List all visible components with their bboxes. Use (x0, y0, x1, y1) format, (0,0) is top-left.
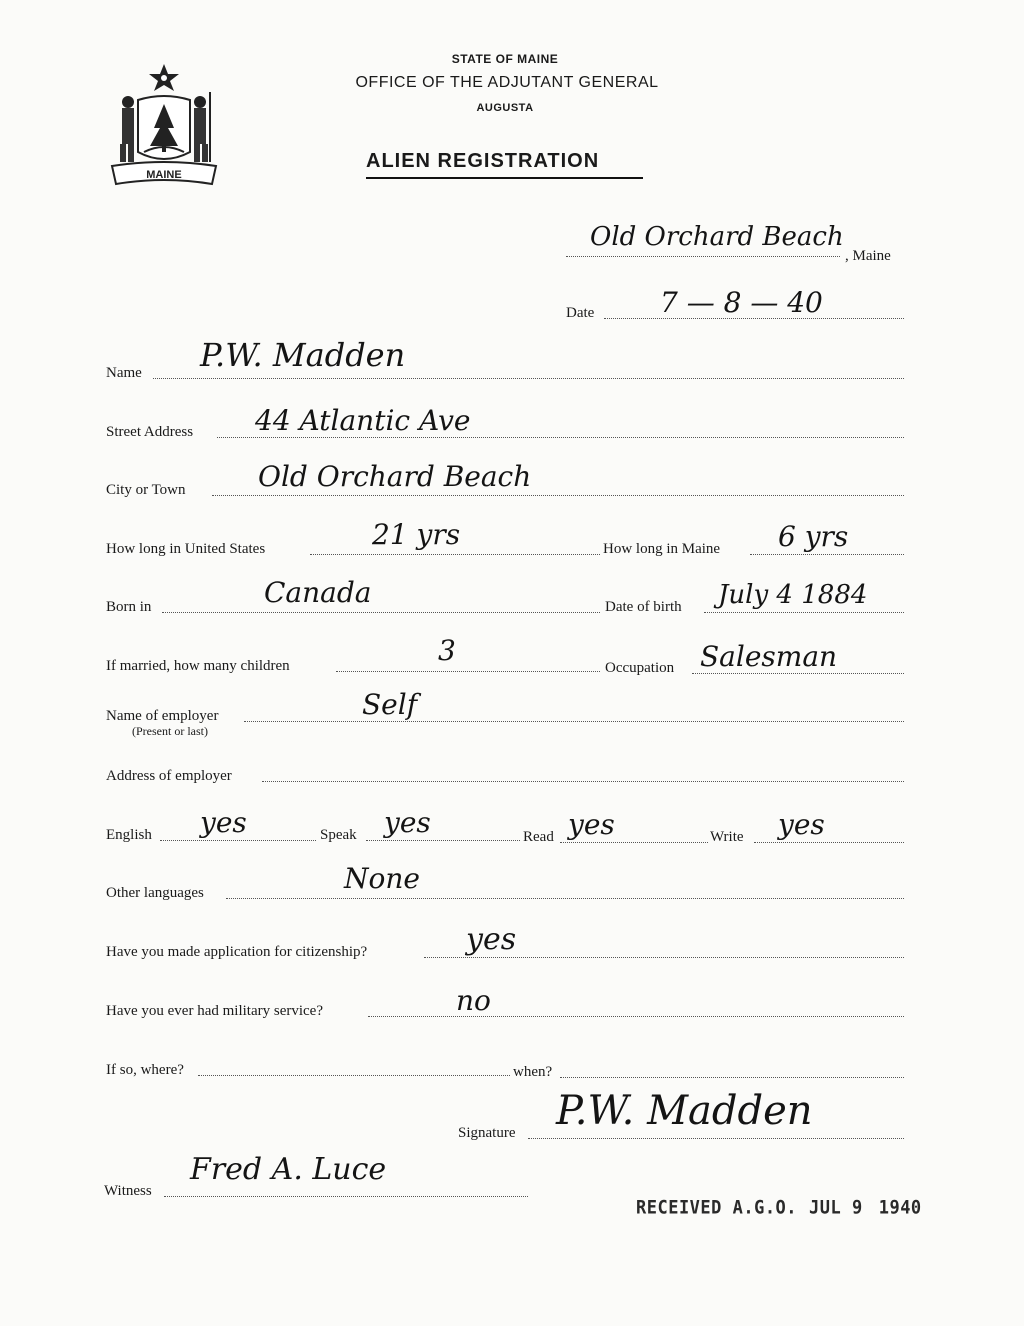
stamp-date: JUL 9 (809, 1197, 863, 1219)
occupation-label: Occupation (605, 660, 675, 676)
speak-line (366, 839, 520, 841)
read-value: yes (568, 808, 615, 841)
military-value: no (456, 984, 491, 1017)
children-line (336, 670, 600, 672)
employer-value: Self (362, 688, 418, 721)
name-value: P.W. Madden (200, 336, 406, 374)
military-line (368, 1015, 904, 1017)
read-line (560, 841, 708, 843)
seal-banner-text: MAINE (146, 169, 182, 181)
speak-value: yes (384, 806, 431, 839)
when-line (560, 1076, 904, 1078)
employer-line (244, 720, 904, 722)
stamp-year: 1940 (878, 1197, 922, 1219)
us-duration-line (310, 553, 600, 555)
us-duration-value: 21 yrs (372, 518, 461, 551)
dob-label: Date of birth (605, 599, 682, 615)
me-duration-line (750, 553, 904, 555)
write-line (754, 841, 904, 843)
stamp-text: RECEIVED A.G.O. (636, 1197, 798, 1219)
children-value: 3 (438, 634, 456, 667)
speak-label: Speak (320, 827, 357, 843)
street-value: 44 Atlantic Ave (255, 404, 471, 437)
witness-line (164, 1195, 528, 1197)
employer-address-label: Address of employer (106, 768, 232, 784)
dob-line (704, 611, 904, 613)
witness-value: Fred A. Luce (190, 1152, 387, 1187)
born-label: Born in (106, 599, 152, 615)
write-value: yes (778, 808, 825, 841)
when-label: when? (513, 1064, 553, 1080)
born-value: Canada (264, 576, 372, 609)
signature-line (528, 1137, 904, 1139)
employer-label: Name of employer (106, 708, 219, 724)
us-duration-label: How long in United States (106, 541, 266, 557)
received-stamp (636, 1197, 922, 1219)
name-label: Name (106, 365, 142, 381)
english-line (160, 839, 316, 841)
employer-address-line (262, 780, 904, 782)
city-label: City or Town (106, 482, 186, 498)
form-title: ALIEN REGISTRATION (366, 150, 600, 172)
other-languages-value: None (344, 862, 420, 895)
citizenship-label: Have you made application for citizenship? (106, 944, 368, 960)
title-underline (366, 177, 643, 179)
occupation-value: Salesman (700, 640, 838, 673)
born-line (162, 611, 600, 613)
location-value: Old Orchard Beach (590, 222, 844, 252)
english-value: yes (200, 806, 247, 839)
employer-sublabel: (Present or last) (132, 724, 208, 738)
state-heading: STATE OF MAINE (451, 52, 559, 66)
street-label: Street Address (106, 424, 194, 440)
military-label: Have you ever had military service? (106, 1003, 323, 1019)
city-value: Old Orchard Beach (258, 460, 532, 493)
signature-label: Signature (458, 1125, 516, 1141)
where-line (198, 1074, 510, 1076)
date-label: Date (566, 305, 595, 321)
witness-label: Witness (104, 1183, 152, 1199)
english-label: English (106, 827, 152, 843)
read-label: Read (523, 829, 554, 845)
office-heading: OFFICE OF THE ADJUTANT GENERAL (355, 74, 659, 91)
city-line (212, 494, 904, 496)
where-label: If so, where? (106, 1062, 184, 1078)
location-line (566, 255, 840, 257)
city-heading: AUGUSTA (476, 102, 534, 114)
other-languages-label: Other languages (106, 885, 204, 901)
other-languages-line (226, 897, 904, 899)
me-duration-label: How long in Maine (603, 541, 721, 557)
citizenship-value: yes (466, 922, 517, 957)
me-duration-value: 6 yrs (778, 520, 849, 553)
date-value: 7 — 8 — 40 (660, 286, 823, 319)
signature-value: P.W. Madden (556, 1088, 813, 1134)
dob-value: July 4 1884 (718, 580, 868, 610)
children-label: If married, how many children (106, 658, 290, 674)
write-label: Write (710, 829, 744, 845)
location-suffix: , Maine (845, 248, 891, 264)
name-line (153, 377, 904, 379)
